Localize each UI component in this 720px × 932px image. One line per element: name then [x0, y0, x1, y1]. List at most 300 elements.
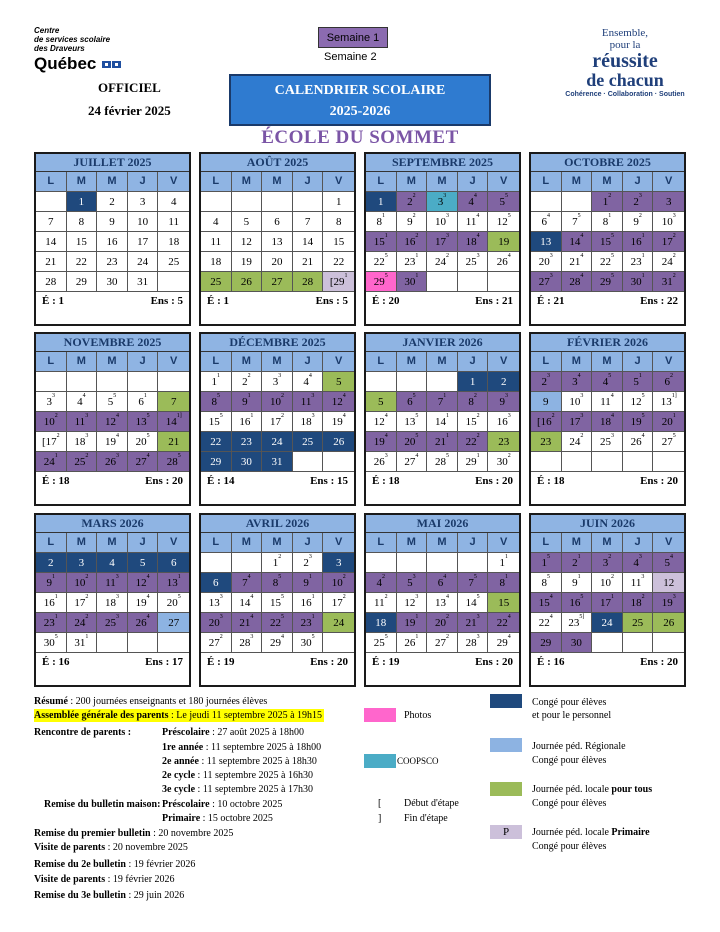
day-cell: $9^2$ [397, 212, 428, 232]
day-cell: $13^5$ [397, 412, 428, 432]
fin-symbol: ] [378, 813, 382, 824]
day-header: L [201, 352, 232, 372]
day-cell [458, 272, 489, 292]
day-header: M [562, 352, 593, 372]
day-cell: $5^3$ [397, 573, 428, 593]
day-cell: 25 [623, 613, 654, 633]
day-header: M [592, 352, 623, 372]
flag-icon [102, 61, 111, 68]
day-cell: 25 [158, 252, 189, 272]
coopsco-label: COOPSCO [397, 756, 439, 766]
day-header: M [262, 352, 293, 372]
conge-label1: Congé pour élèves [532, 697, 607, 708]
day-cell [427, 372, 458, 392]
day-cell: $14^4$ [562, 232, 593, 252]
day-cell: 30 [562, 633, 593, 653]
day-cell [653, 633, 684, 653]
rencontre-3cycle: 3e cycle : 11 septembre 2025 à 17h30 [162, 784, 313, 795]
day-cell: 17 [128, 232, 159, 252]
logo-line: Cohérence · Collaboration · Soutien [565, 91, 685, 98]
day-header: L [366, 533, 397, 553]
day-cell [232, 553, 263, 573]
day-cell: $29^5$ [592, 272, 623, 292]
day-cell: $9^2$ [623, 212, 654, 232]
day-header: V [323, 352, 354, 372]
day-cell: 21 [293, 252, 324, 272]
day-cell: $5^5$ [488, 192, 519, 212]
day-header: J [623, 533, 654, 553]
logo-line: Ensemble, [601, 27, 649, 39]
day-cell: $22^5$ [262, 613, 293, 633]
day-cell: 5 [323, 372, 354, 392]
day-cell: $6^2$ [653, 372, 684, 392]
day-cell: $18^3$ [67, 432, 98, 452]
remise2: Remise du 2e bulletin : 19 février 2026 [34, 859, 196, 870]
day-header: J [128, 172, 159, 192]
flag-icon [112, 61, 121, 68]
day-cell: $12^4$ [97, 412, 128, 432]
month-title: JUIN 2026 [531, 515, 684, 533]
day-cell [67, 372, 98, 392]
day-cell: $9^1$ [36, 573, 67, 593]
regional-swatch [490, 738, 522, 752]
day-header: M [397, 172, 428, 192]
day-header: M [97, 352, 128, 372]
day-cell: $11^4$ [592, 392, 623, 412]
day-cell: $14^4$ [232, 593, 263, 613]
day-cell: 7 [158, 392, 189, 412]
regional-label2: Congé pour élèves [532, 755, 607, 766]
month-7 [529, 332, 686, 506]
day-header: J [458, 533, 489, 553]
school-name: ÉCOLE DU SOMMET [261, 127, 459, 148]
officiel-label: OFFICIEL [98, 80, 161, 95]
day-header: L [531, 172, 562, 192]
day-cell [232, 192, 263, 212]
day-cell: $2^3$ [623, 192, 654, 212]
day-header: M [592, 172, 623, 192]
day-cell: $21^4$ [562, 252, 593, 272]
day-cell: 22 [323, 252, 354, 272]
day-header: V [488, 172, 519, 192]
day-header: L [201, 172, 232, 192]
month-title: MAI 2026 [366, 515, 519, 533]
day-cell: $11^4$ [458, 212, 489, 232]
month-8 [34, 513, 191, 687]
day-cell: 1 [323, 192, 354, 212]
day-header: M [262, 533, 293, 553]
day-cell: $29^5$ [366, 272, 397, 292]
month-1 [199, 152, 356, 326]
day-cell [366, 553, 397, 573]
day-cell: 13 [531, 232, 562, 252]
day-cell: 16 [97, 232, 128, 252]
day-cell: $26^4$ [623, 432, 654, 452]
day-cell: 1 [366, 192, 397, 212]
month-footer: É : 20 Ens : 21 [372, 295, 513, 307]
day-cell: $10^3$ [427, 212, 458, 232]
day-cell: $6^4$ [427, 573, 458, 593]
day-header: L [36, 352, 67, 372]
day-cell: $26^3$ [97, 452, 128, 472]
day-header: J [458, 172, 489, 192]
day-cell: $11^3$ [97, 573, 128, 593]
month-4 [34, 332, 191, 506]
month-footer: É : 14 Ens : 15 [207, 475, 348, 487]
day-cell: $25^3$ [458, 252, 489, 272]
day-cell: $1^5$ [531, 553, 562, 573]
day-cell: 4 [97, 553, 128, 573]
day-header: V [158, 352, 189, 372]
day-cell [562, 452, 593, 472]
day-header: M [262, 172, 293, 192]
quebec-logo [34, 26, 164, 72]
day-cell: $15^5$ [262, 593, 293, 613]
day-cell: 12 [232, 232, 263, 252]
day-header: L [36, 533, 67, 553]
day-cell: 28 [36, 272, 67, 292]
day-header: L [36, 172, 67, 192]
month-11 [529, 513, 686, 687]
day-header: M [67, 172, 98, 192]
day-cell: $15^1$ [366, 232, 397, 252]
day-cell [623, 633, 654, 653]
day-cell: $10^2$ [592, 573, 623, 593]
day-cell: $24^2$ [427, 252, 458, 272]
day-cell: 19 [488, 232, 519, 252]
day-cell: $20^3$ [201, 613, 232, 633]
month-footer: É : 18 Ens : 20 [537, 475, 678, 487]
day-cell: $13^5$ [128, 412, 159, 432]
day-cell: $11^2$ [366, 593, 397, 613]
month-footer: É : 1 Ens : 5 [42, 295, 183, 307]
day-header: L [201, 533, 232, 553]
day-cell: $7^4$ [232, 573, 263, 593]
rencontre-label: Rencontre de parents : [34, 727, 132, 738]
fin-label: Fin d'étape [404, 813, 448, 824]
day-cell: 19 [232, 252, 263, 272]
semaine1-legend: Semaine 1 [318, 27, 388, 48]
day-cell: $10^2$ [262, 392, 293, 412]
day-cell: $2^2$ [232, 372, 263, 392]
day-cell: $10^2$ [67, 573, 98, 593]
day-cell: 2 [97, 192, 128, 212]
day-cell: $28^5$ [427, 452, 458, 472]
day-cell: 31 [262, 452, 293, 472]
day-cell: $23^{5]}$ [562, 613, 593, 633]
day-cell: $15^2$ [458, 412, 489, 432]
day-cell: $8^5$ [262, 573, 293, 593]
day-cell: $7^1$ [427, 392, 458, 412]
day-cell: 27 [262, 272, 293, 292]
day-cell: $25^2$ [67, 452, 98, 472]
day-cell: $12^4$ [128, 573, 159, 593]
day-cell: $24^2$ [562, 432, 593, 452]
day-header: J [128, 352, 159, 372]
day-cell [592, 633, 623, 653]
day-cell [128, 372, 159, 392]
day-header: M [592, 533, 623, 553]
day-cell: $19^3$ [653, 593, 684, 613]
day-cell: 6 [201, 573, 232, 593]
month-10 [364, 513, 521, 687]
day-cell: $10^2$ [36, 412, 67, 432]
day-cell: $12^3$ [397, 593, 428, 613]
qc-word: Québec [34, 54, 97, 73]
day-cell: 3 [128, 192, 159, 212]
day-cell [36, 372, 67, 392]
day-header: M [232, 352, 263, 372]
logo-line: réussite [592, 50, 658, 72]
day-cell: $22^4$ [488, 613, 519, 633]
day-cell: $23^1$ [36, 613, 67, 633]
rencontre-2e: 2e année : 11 septembre 2025 à 18h30 [162, 756, 317, 767]
day-cell: 3 [653, 192, 684, 212]
day-cell: $8^2$ [458, 392, 489, 412]
day-cell: $13^{1]}$ [653, 392, 684, 412]
day-cell: 11 [158, 212, 189, 232]
day-cell: 7 [293, 212, 324, 232]
day-cell [293, 192, 324, 212]
day-cell: 24 [323, 613, 354, 633]
day-cell: $8^5$ [531, 573, 562, 593]
day-header: J [128, 533, 159, 553]
day-cell: $5^1$ [623, 372, 654, 392]
day-cell [128, 633, 159, 653]
day-cell: $9^1$ [293, 573, 324, 593]
day-cell [293, 452, 324, 472]
day-cell: $30^5$ [293, 633, 324, 653]
day-cell: $6^4$ [531, 212, 562, 232]
day-cell [323, 633, 354, 653]
day-cell [366, 372, 397, 392]
day-cell: $21^3$ [458, 613, 489, 633]
day-header: J [293, 172, 324, 192]
day-cell: 9 [97, 212, 128, 232]
day-cell: 21 [36, 252, 67, 272]
day-cell: 24 [128, 252, 159, 272]
day-cell: $26^3$ [366, 452, 397, 472]
day-cell: $8^5$ [201, 392, 232, 412]
remise3: Remise du 3e bulletin : 29 juin 2026 [34, 890, 185, 901]
remise-presco: Préscolaire : 10 octobre 2025 [162, 799, 283, 810]
officiel-date: 24 février 2025 [88, 103, 171, 118]
day-cell: 13 [262, 232, 293, 252]
day-cell: 8 [67, 212, 98, 232]
conge-label2: et pour le personnel [532, 710, 612, 721]
day-cell: $12^4$ [366, 412, 397, 432]
day-cell: $27^4$ [397, 452, 428, 472]
day-header: M [562, 533, 593, 553]
rencontre-presco: Préscolaire : 27 août 2025 à 18h00 [162, 727, 305, 738]
day-cell: 29 [67, 272, 98, 292]
regional-label1: Journée péd. Régionale [532, 741, 626, 752]
day-cell: $11^3$ [67, 412, 98, 432]
day-cell: 5 [128, 553, 159, 573]
day-header: M [232, 533, 263, 553]
day-cell: $13^4$ [427, 593, 458, 613]
day-cell: $7^5$ [562, 212, 593, 232]
day-header: V [158, 533, 189, 553]
primaire-swatch: P [490, 825, 522, 839]
locale-label2: Congé pour élèves [532, 798, 607, 809]
day-cell: $14^{1]}$ [158, 412, 189, 432]
day-cell: $4^4$ [67, 392, 98, 412]
day-cell: $3^3$ [262, 372, 293, 392]
day-cell: 6 [158, 553, 189, 573]
day-cell [201, 553, 232, 573]
month-title: NOVEMBRE 2025 [36, 334, 189, 352]
day-cell: $26^4$ [128, 613, 159, 633]
day-header: L [366, 172, 397, 192]
day-cell: $28^3$ [458, 633, 489, 653]
day-cell: 20 [262, 252, 293, 272]
day-header: M [427, 352, 458, 372]
remise-maison: Remise du bulletin maison: [44, 799, 161, 810]
day-cell: 23 [232, 432, 263, 452]
day-cell: $30^2$ [488, 452, 519, 472]
month-title: FÉVRIER 2026 [531, 334, 684, 352]
day-cell: $16^5$ [562, 593, 593, 613]
locale-label1: Journée péd. locale pour tous [532, 784, 653, 795]
day-cell: [$29^1$ [323, 272, 354, 292]
day-cell: $8^1$ [592, 212, 623, 232]
month-6 [364, 332, 521, 506]
day-cell: $23^1$ [623, 252, 654, 272]
day-cell: $5^5$ [97, 392, 128, 412]
day-cell: [$16^2$ [531, 412, 562, 432]
day-cell: 7 [36, 212, 67, 232]
day-header: J [293, 533, 324, 553]
day-cell: 15 [67, 232, 98, 252]
day-cell: 11 [201, 232, 232, 252]
day-cell: $4^4$ [458, 192, 489, 212]
day-cell [397, 553, 428, 573]
day-cell: 22 [201, 432, 232, 452]
rencontre-1re: 1re année : 11 septembre 2025 à 18h00 [162, 742, 322, 753]
day-header: M [562, 172, 593, 192]
day-cell: $6^1$ [128, 392, 159, 412]
day-cell: $29^4$ [488, 633, 519, 653]
day-cell: 5 [366, 392, 397, 412]
day-cell: 29 [201, 452, 232, 472]
day-cell: $16^2$ [397, 232, 428, 252]
day-cell: $4^2$ [366, 573, 397, 593]
day-cell: 3 [67, 553, 98, 573]
day-cell: 15 [488, 593, 519, 613]
day-cell [262, 192, 293, 212]
day-cell: $3^3$ [36, 392, 67, 412]
day-cell: $11^3$ [293, 392, 324, 412]
day-cell: $1^2$ [592, 192, 623, 212]
day-header: J [293, 352, 324, 372]
day-cell: $18^4$ [592, 412, 623, 432]
day-cell: $2^1$ [562, 553, 593, 573]
day-cell: $12^4$ [323, 392, 354, 412]
month-title: DÉCEMBRE 2025 [201, 334, 354, 352]
day-cell [427, 553, 458, 573]
day-cell: 8 [323, 212, 354, 232]
logo-line: pour la [609, 39, 641, 51]
day-cell: $10^3$ [562, 392, 593, 412]
day-cell: $28^5$ [158, 452, 189, 472]
day-cell [158, 633, 189, 653]
day-cell: 18 [158, 232, 189, 252]
day-cell: $17^2$ [67, 593, 98, 613]
day-header: V [323, 172, 354, 192]
day-cell: 23 [531, 432, 562, 452]
day-cell: $10^3$ [653, 212, 684, 232]
day-header: M [97, 172, 128, 192]
day-cell: 12 [653, 573, 684, 593]
day-cell [592, 452, 623, 472]
day-cell [97, 633, 128, 653]
day-cell: $3^4$ [562, 372, 593, 392]
day-cell: $23^1$ [397, 252, 428, 272]
day-cell: 2 [36, 553, 67, 573]
day-cell: $25^3$ [97, 613, 128, 633]
day-cell [623, 452, 654, 472]
day-header: J [623, 352, 654, 372]
day-cell: 4 [158, 192, 189, 212]
day-cell: $24^2$ [67, 613, 98, 633]
day-cell: 24 [262, 432, 293, 452]
day-cell: $13^1$ [158, 573, 189, 593]
debut-label: Début d'étape [404, 798, 459, 809]
month-5 [199, 332, 356, 506]
day-cell: $1^1$ [488, 553, 519, 573]
day-cell: $17^2$ [653, 232, 684, 252]
day-cell: $19^4$ [366, 432, 397, 452]
day-header: L [531, 352, 562, 372]
day-header: M [397, 352, 428, 372]
month-title: OCTOBRE 2025 [531, 154, 684, 172]
month-footer: É : 18 Ens : 20 [372, 475, 513, 487]
day-cell: $8^1$ [366, 212, 397, 232]
day-cell: $14^5$ [458, 593, 489, 613]
day-header: V [323, 533, 354, 553]
day-cell: $16^1$ [623, 232, 654, 252]
day-cell: $17^1$ [592, 593, 623, 613]
month-9 [199, 513, 356, 687]
day-header: V [488, 352, 519, 372]
day-cell: 23 [488, 432, 519, 452]
photos-swatch [364, 708, 396, 722]
photos-label: Photos [404, 710, 432, 721]
day-cell: 29 [531, 633, 562, 653]
day-cell: $25^3$ [592, 432, 623, 452]
day-cell: $27^5$ [653, 432, 684, 452]
day-cell: $12^5$ [488, 212, 519, 232]
month-footer: É : 16 Ens : 20 [537, 656, 678, 668]
day-header: J [623, 172, 654, 192]
day-cell: $3^2$ [592, 553, 623, 573]
day-cell: $18^4$ [458, 232, 489, 252]
day-cell: $29^4$ [262, 633, 293, 653]
day-cell: $9^1$ [232, 392, 263, 412]
day-cell: $30^1$ [397, 272, 428, 292]
conge-swatch [490, 694, 522, 708]
day-cell: $17^2$ [323, 593, 354, 613]
day-header: M [397, 533, 428, 553]
month-footer: É : 19 Ens : 20 [372, 656, 513, 668]
day-cell [488, 272, 519, 292]
day-cell: $15^4$ [531, 593, 562, 613]
day-cell: $25^5$ [366, 633, 397, 653]
day-cell: $22^2$ [458, 432, 489, 452]
day-header: V [653, 172, 684, 192]
day-cell: $9^1$ [562, 573, 593, 593]
